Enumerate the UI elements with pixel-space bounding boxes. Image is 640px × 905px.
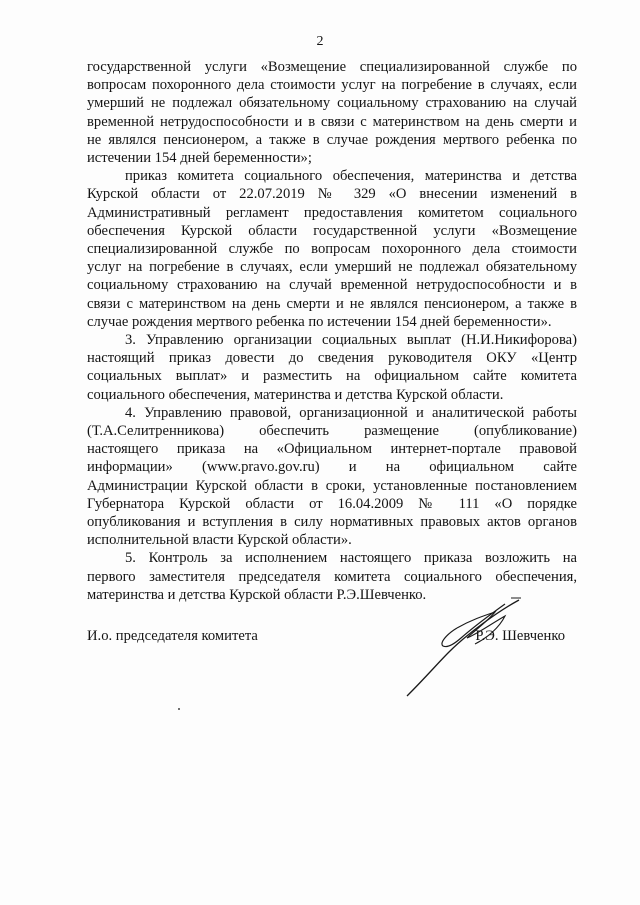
page-number: 2: [316, 34, 324, 49]
text-line: связи с материнством на день смерти и не являлся пенсионером, а также в: [87, 295, 577, 312]
text-line: настоящего приказа на «Официальном интернет-портале правовой: [87, 441, 577, 458]
text-line: временной нетрудоспособности и в связи с материнством на день смерти и: [87, 113, 577, 130]
text-line: случае рождения мертвого ребенка по истечении 154 дней беременности».: [87, 313, 552, 330]
paragraph-item-4: [87, 404, 577, 550]
document-body: [87, 58, 577, 604]
text-line: опубликования и вступления в силу нормативных правовых актов органов: [87, 514, 577, 531]
text-line: услуг на погребение в случаях, если умерший не подлежал обязательному: [87, 259, 577, 276]
text-line: социального обеспечения, материнства и детства Курской области.: [87, 386, 504, 403]
text-line: Курской области от 22.07.2019 № 329 «О внесении изменений в: [87, 186, 577, 203]
text-line: 4. Управлению правовой, организационной и аналитической работы: [125, 404, 577, 421]
text-line: Губернатора Курской области от 16.04.2009 № 111 «О порядке: [87, 495, 577, 512]
paragraph-order-reference: [87, 167, 577, 331]
signatory-role: И.о. председателя комитета: [87, 628, 258, 644]
text-line: 3. Управлению организации социальных выплат (Н.И.Никифорова): [125, 332, 577, 349]
text-line: социальному страхованию на случай временной нетрудоспособности и в: [87, 277, 577, 294]
text-line: настоящий приказ довести до сведения руководителя ОКУ «Центр: [87, 350, 577, 367]
handwritten-signature-icon: [387, 594, 537, 704]
text-line: не являлся пенсионером, а также в случае рождения мертвого ребенка по: [87, 131, 577, 148]
text-line: исполнительной власти Курской области».: [87, 532, 352, 549]
text-line: приказ комитета социального обеспечения, материнства и детства: [125, 168, 577, 185]
text-line: специализированной службе по вопросам похоронного дела стоимости: [87, 241, 577, 258]
text-line: Администрации Курской области в сроки, установленные постановлением: [87, 477, 577, 494]
paragraph-continuation: [87, 58, 577, 167]
signatory-name: Р.Э. Шевченко: [475, 628, 565, 644]
scan-speck: [178, 708, 180, 710]
text-line: истечении 154 дней беременности»;: [87, 150, 312, 167]
text-line: информации» (www.pravo.gov.ru) и на официальном сайте: [87, 459, 577, 476]
text-line: обеспечения Курской области государственной услуги «Возмещение: [87, 222, 577, 239]
text-line: первого заместителя председателя комитета социального обеспечения,: [87, 568, 577, 585]
text-line: государственной услуги «Возмещение специализированной службе по: [87, 59, 577, 75]
text-line: вопросам похоронного дела стоимости услуг на погребение в случаях, если: [87, 77, 577, 94]
signature-block: [87, 622, 577, 702]
paragraph-item-3: [87, 331, 577, 404]
text-line: социальных выплат» и разместить на официальном сайте комитета: [87, 368, 577, 385]
text-line: 5. Контроль за исполнением настоящего приказа возложить на: [125, 550, 577, 567]
text-line: Административный регламент предоставления комитетом социального: [87, 204, 577, 221]
text-line: умерший не подлежал обязательному социальному страхованию на случай: [87, 95, 577, 112]
text-line: материнства и детства Курской области Р.Э.Шевченко.: [87, 586, 427, 603]
text-line: (Т.А.Селитренникова) обеспечить размещение (опубликование): [87, 423, 577, 440]
